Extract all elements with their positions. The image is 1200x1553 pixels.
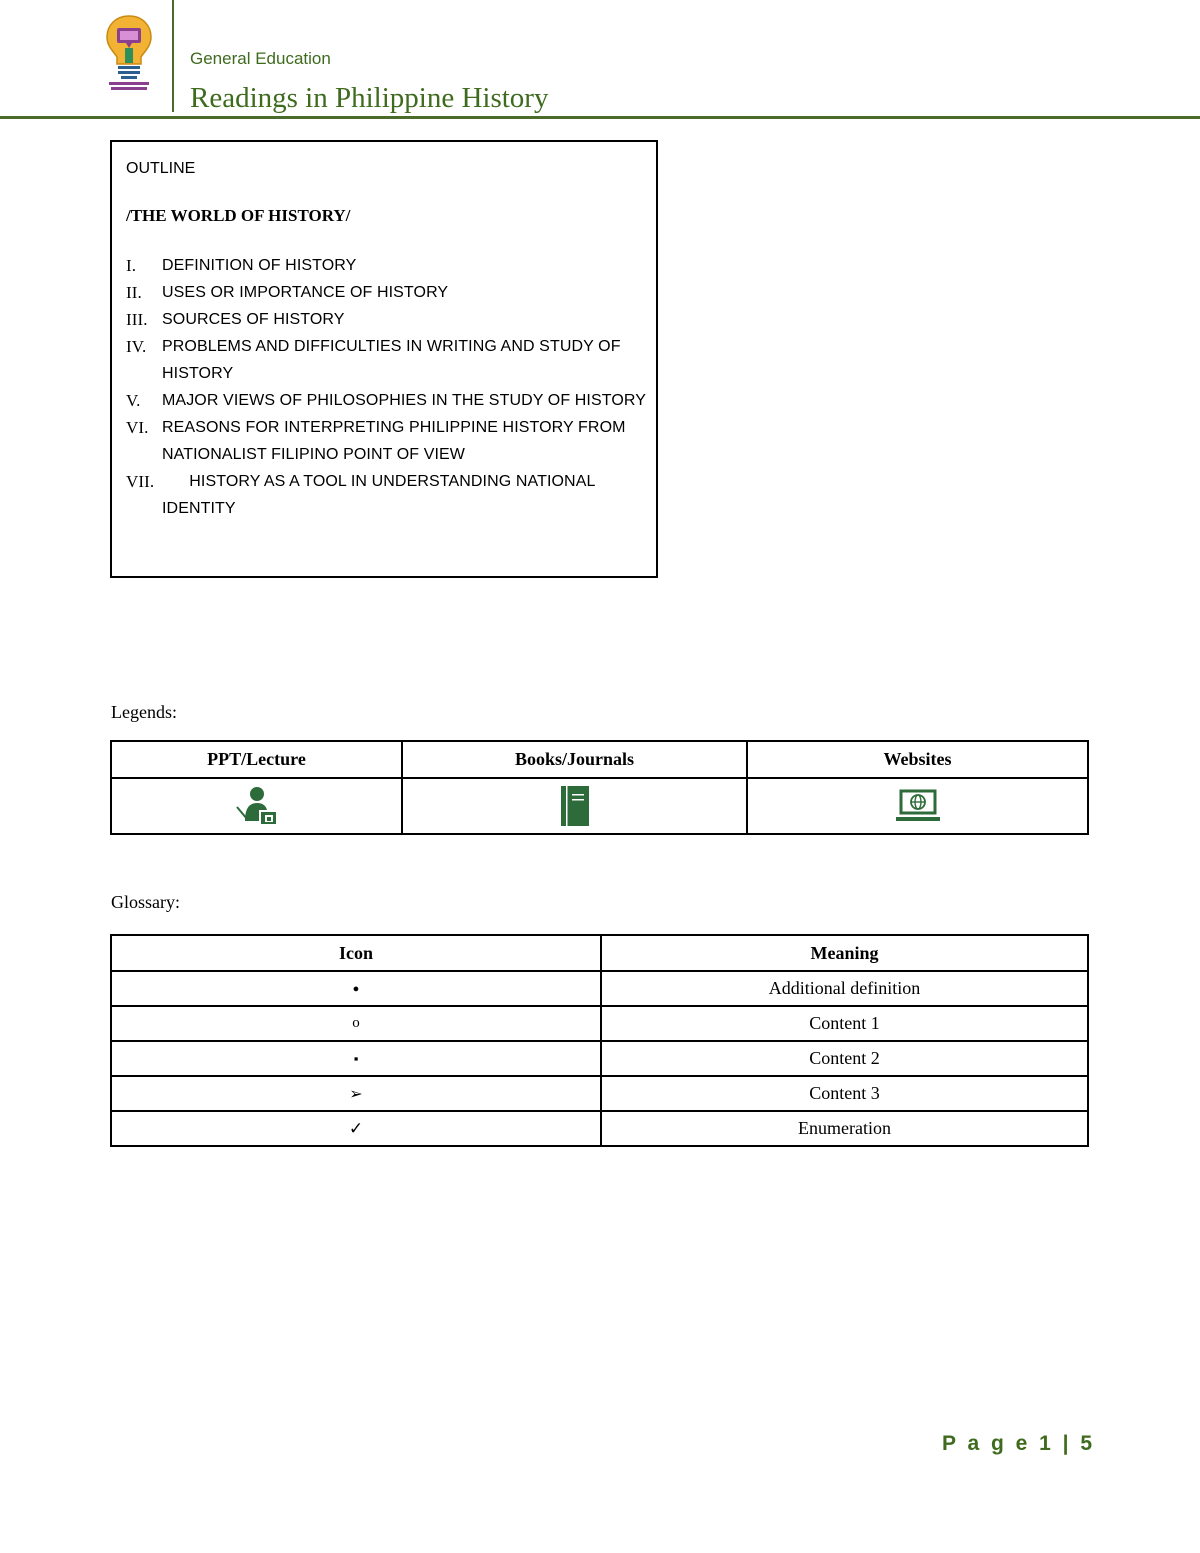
legend-header-ppt: PPT/Lecture bbox=[111, 741, 402, 778]
outline-item-number: VII. bbox=[126, 472, 155, 491]
table-row bbox=[111, 971, 1088, 1006]
checkmark-icon: ✓ bbox=[111, 1111, 601, 1146]
glossary-meaning: Additional definition bbox=[601, 971, 1088, 1006]
glossary-header-row bbox=[111, 935, 1088, 971]
glossary-meaning: Content 3 bbox=[601, 1076, 1088, 1111]
outline-item-number: IV. bbox=[126, 337, 147, 356]
header-divider bbox=[172, 0, 174, 112]
table-row bbox=[111, 1006, 1088, 1041]
outline-item bbox=[126, 414, 646, 468]
hollow-circle-icon: o bbox=[111, 1006, 601, 1041]
lecturer-icon bbox=[235, 785, 279, 827]
legend-icon-row bbox=[111, 778, 1088, 834]
outline-item-number: I. bbox=[126, 256, 137, 275]
glossary-header-icon: Icon bbox=[111, 935, 601, 971]
outline-heading: OUTLINE bbox=[126, 160, 196, 177]
outline-item bbox=[126, 279, 646, 306]
legend-table bbox=[110, 740, 1089, 835]
outline-item-number: VI. bbox=[126, 418, 149, 437]
outline-item-text: MAJOR VIEWS OF PHILOSOPHIES IN THE STUDY OF HISTORY bbox=[162, 392, 646, 409]
glossary-table bbox=[110, 934, 1089, 1147]
square-bullet-icon: ▪ bbox=[111, 1041, 601, 1076]
outline-item bbox=[126, 333, 646, 387]
glossary-meaning: Content 2 bbox=[601, 1041, 1088, 1076]
outline-item bbox=[126, 387, 646, 414]
subject-label: General Education bbox=[190, 49, 331, 68]
arrow-bullet-icon: ➢ bbox=[111, 1076, 601, 1111]
outline-item-text: DEFINITION OF HISTORY bbox=[162, 257, 357, 274]
course-title: Readings in Philippine History bbox=[190, 82, 549, 114]
glossary-label: Glossary: bbox=[111, 892, 180, 912]
outline-item bbox=[126, 252, 646, 279]
outline-item-text: HISTORY AS A TOOL IN UNDERSTANDING NATIONAL IDENTITY bbox=[162, 473, 600, 517]
outline-topic: /THE WORLD OF HISTORY/ bbox=[126, 206, 351, 225]
legend-cell-books bbox=[402, 778, 747, 834]
legend-cell-ppt bbox=[111, 778, 402, 834]
lightbulb-logo-icon bbox=[104, 14, 154, 92]
institution-logo bbox=[104, 14, 154, 92]
outline-item bbox=[126, 468, 646, 522]
outline-item bbox=[126, 306, 646, 333]
table-row bbox=[111, 1041, 1088, 1076]
laptop-globe-icon bbox=[895, 789, 941, 823]
outline-item-number: V. bbox=[126, 391, 141, 410]
legend-header-websites: Websites bbox=[747, 741, 1088, 778]
legend-cell-websites bbox=[747, 778, 1088, 834]
bullet-icon: ● bbox=[111, 971, 601, 1006]
outline-item-number: II. bbox=[126, 283, 142, 302]
table-row bbox=[111, 1076, 1088, 1111]
page-number: P a g e 1 | 5 bbox=[942, 1432, 1096, 1455]
glossary-header-meaning: Meaning bbox=[601, 935, 1088, 971]
glossary-meaning: Enumeration bbox=[601, 1111, 1088, 1146]
outline-list bbox=[126, 252, 646, 522]
outline-item-text: PROBLEMS AND DIFFICULTIES IN WRITING AND STUDY OF HISTORY bbox=[162, 338, 621, 382]
outline-item-number: III. bbox=[126, 310, 148, 329]
outline-box bbox=[110, 140, 658, 578]
legends-label: Legends: bbox=[111, 702, 177, 722]
glossary-meaning: Content 1 bbox=[601, 1006, 1088, 1041]
outline-item-text: SOURCES OF HISTORY bbox=[162, 311, 345, 328]
legend-header-books: Books/Journals bbox=[402, 741, 747, 778]
outline-item-text: USES OR IMPORTANCE OF HISTORY bbox=[162, 284, 449, 301]
outline-item-text: REASONS FOR INTERPRETING PHILIPPINE HISTORY FROM NATIONALIST FILIPINO POINT OF VIEW bbox=[162, 419, 626, 463]
header-rule bbox=[0, 116, 1200, 119]
table-row bbox=[111, 1111, 1088, 1146]
legend-header-row bbox=[111, 741, 1088, 778]
book-icon bbox=[560, 785, 590, 827]
